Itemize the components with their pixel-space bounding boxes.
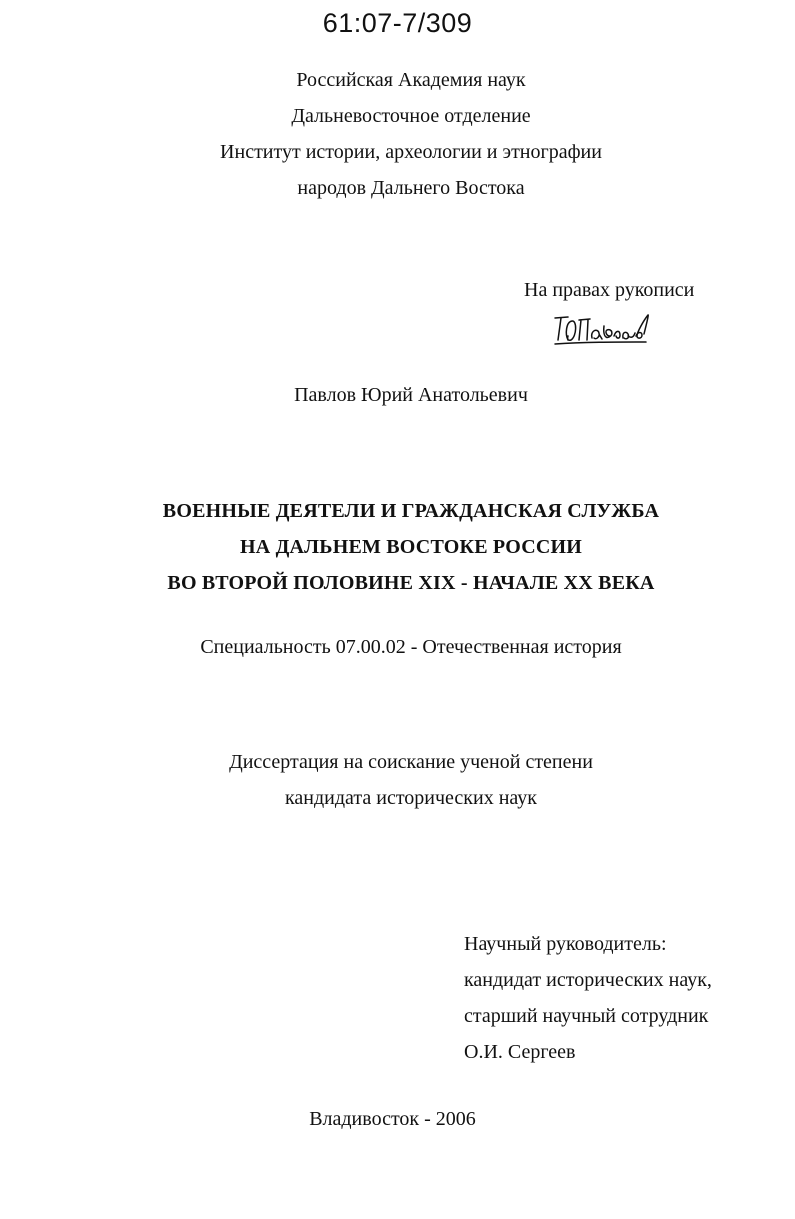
catalog-code: 61:07-7/309 (322, 8, 473, 38)
author-name: Павлов Юрий Анатольевич (294, 384, 528, 406)
organization-line: Российская Академия наук (296, 69, 526, 91)
advisor-block (464, 926, 712, 1070)
degree-line: Диссертация на соискание ученой степени (229, 751, 593, 773)
dissertation-title (0, 493, 795, 601)
handwritten-signature (554, 306, 654, 350)
title-line: НА ДАЛЬНЕМ ВОСТОКЕ РОССИИ (239, 536, 583, 558)
title-line: ВОЕННЫЕ ДЕЯТЕЛИ И ГРАЖДАНСКАЯ СЛУЖБА (162, 500, 660, 522)
advisor-line: старший научный сотрудник (464, 1005, 709, 1027)
title-line: ВО ВТОРОЙ ПОЛОВИНЕ XIX - НАЧАЛЕ XX ВЕКА (167, 572, 655, 594)
advisor-line: кандидат исторических наук, (464, 969, 712, 991)
organization-line: народов Дальнего Востока (297, 177, 525, 199)
specialty-line: Специальность 07.00.02 - Отечественная история (200, 636, 622, 658)
organization-line: Дальневосточное отделение (291, 105, 531, 127)
organization-block (0, 62, 795, 206)
manuscript-rights-label: На правах рукописи (524, 279, 695, 301)
advisor-line: Научный руководитель: (464, 933, 667, 955)
city-year: Владивосток - 2006 (309, 1108, 476, 1130)
organization-line: Институт истории, археологии и этнографии (220, 141, 602, 163)
advisor-name: О.И. Сергеев (464, 1041, 576, 1063)
degree-line: кандидата исторических наук (284, 787, 538, 809)
degree-block (0, 744, 795, 816)
